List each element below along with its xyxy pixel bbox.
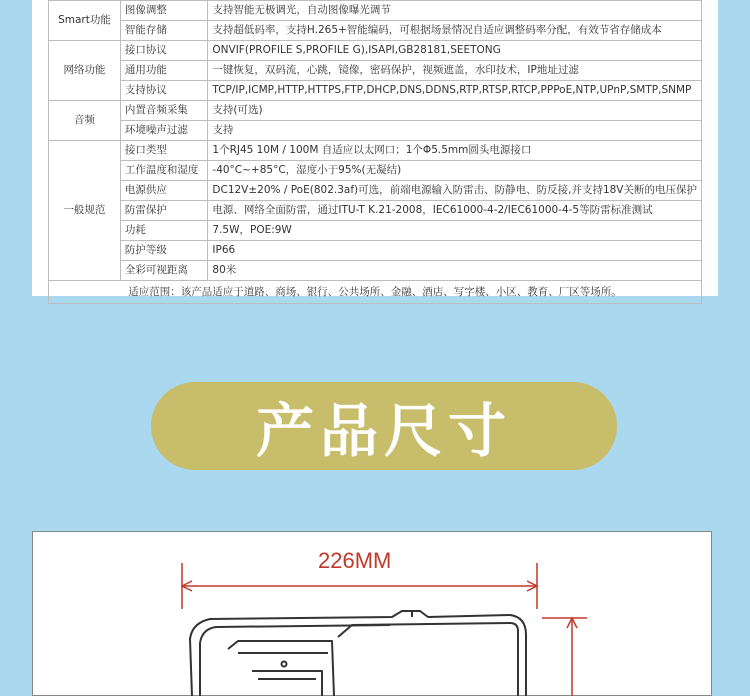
width-dimension-label: 226MM xyxy=(318,548,392,573)
item-value: DC12V±20% / PoE(802.3af)可选，前端电源输入防雷击、防静电、防反接,并支持18V关断的电压保护 xyxy=(208,181,702,201)
item-label: 接口协议 xyxy=(120,41,208,61)
category-general: 一般规范 xyxy=(49,141,121,281)
section-title: 产品尺寸 xyxy=(255,397,512,465)
spec-table xyxy=(48,0,702,304)
item-label: 电源供应 xyxy=(120,181,208,201)
table-row xyxy=(49,141,702,161)
item-label: 内置音频采集 xyxy=(120,101,208,121)
category-network: 网络功能 xyxy=(49,41,121,101)
table-row xyxy=(49,1,702,21)
category-audio: 音频 xyxy=(49,101,121,141)
item-label: 功耗 xyxy=(120,221,208,241)
item-value: 一键恢复，双码流，心跳，镜像，密码保护，视频遮盖，水印技术，IP地址过滤 xyxy=(208,61,702,81)
item-label: 支持协议 xyxy=(120,81,208,101)
table-row xyxy=(49,21,702,41)
table-row xyxy=(49,261,702,281)
item-label: 防护等级 xyxy=(120,241,208,261)
item-value: 支持 xyxy=(208,121,702,141)
item-value: 80米 xyxy=(208,261,702,281)
item-value: ONVIF(PROFILE S,PROFILE G),ISAPI,GB28181,SEETONG xyxy=(208,41,702,61)
item-value: 支持(可选) xyxy=(208,101,702,121)
item-value: TCP/IP,ICMP,HTTP,HTTPS,FTP,DHCP,DNS,DDNS,RTP,RTSP,RTCP,PPPoE,NTP,UPnP,SMTP,SNMP xyxy=(208,81,702,101)
item-label: 工作温度和湿度 xyxy=(120,161,208,181)
table-row xyxy=(49,81,702,101)
item-value: -40°C~+85°C，湿度小于95%(无凝结) xyxy=(208,161,702,181)
item-label: 环境噪声过滤 xyxy=(120,121,208,141)
table-row xyxy=(49,221,702,241)
table-footer-row xyxy=(49,281,702,304)
item-label: 智能存储 xyxy=(120,21,208,41)
category-smart: Smart功能 xyxy=(49,1,121,41)
item-value: 电源、网络全面防雷，通过ITU-T K.21-2008，IEC61000-4-2/IEC61000-4-5等防雷标准测试 xyxy=(208,201,702,221)
item-value: 7.5W，POE:9W xyxy=(208,221,702,241)
spec-card xyxy=(32,0,718,296)
table-row xyxy=(49,201,702,221)
applicable-scope-text: 适应范围：该产品适应于道路、商场、银行、公共场所、金融、酒店、写字楼、小区、教育、厂区等场所。 xyxy=(49,281,702,304)
height-dimension-line xyxy=(542,618,587,696)
table-row xyxy=(49,241,702,261)
table-row xyxy=(49,181,702,201)
camera-outline xyxy=(190,611,526,696)
table-row xyxy=(49,101,702,121)
item-value: 1个RJ45 10M / 100M 自适应以太网口；1个Φ5.5mm圆头电源接口 xyxy=(208,141,702,161)
item-value: IP66 xyxy=(208,241,702,261)
table-row xyxy=(49,121,702,141)
item-label: 图像调整 xyxy=(120,1,208,21)
item-value: 支持智能无极调光，自动图像曝光调节 xyxy=(208,1,702,21)
table-row xyxy=(49,161,702,181)
item-label: 全彩可视距离 xyxy=(120,261,208,281)
item-label: 通用功能 xyxy=(120,61,208,81)
item-value: 支持超低码率，支持H.265+智能编码，可根据场景情况自适应调整码率分配，有效节省存储成本 xyxy=(208,21,702,41)
section-title-pill xyxy=(151,382,617,470)
item-label: 防雷保护 xyxy=(120,201,208,221)
item-label: 接口类型 xyxy=(120,141,208,161)
table-row xyxy=(49,61,702,81)
table-row xyxy=(49,41,702,61)
